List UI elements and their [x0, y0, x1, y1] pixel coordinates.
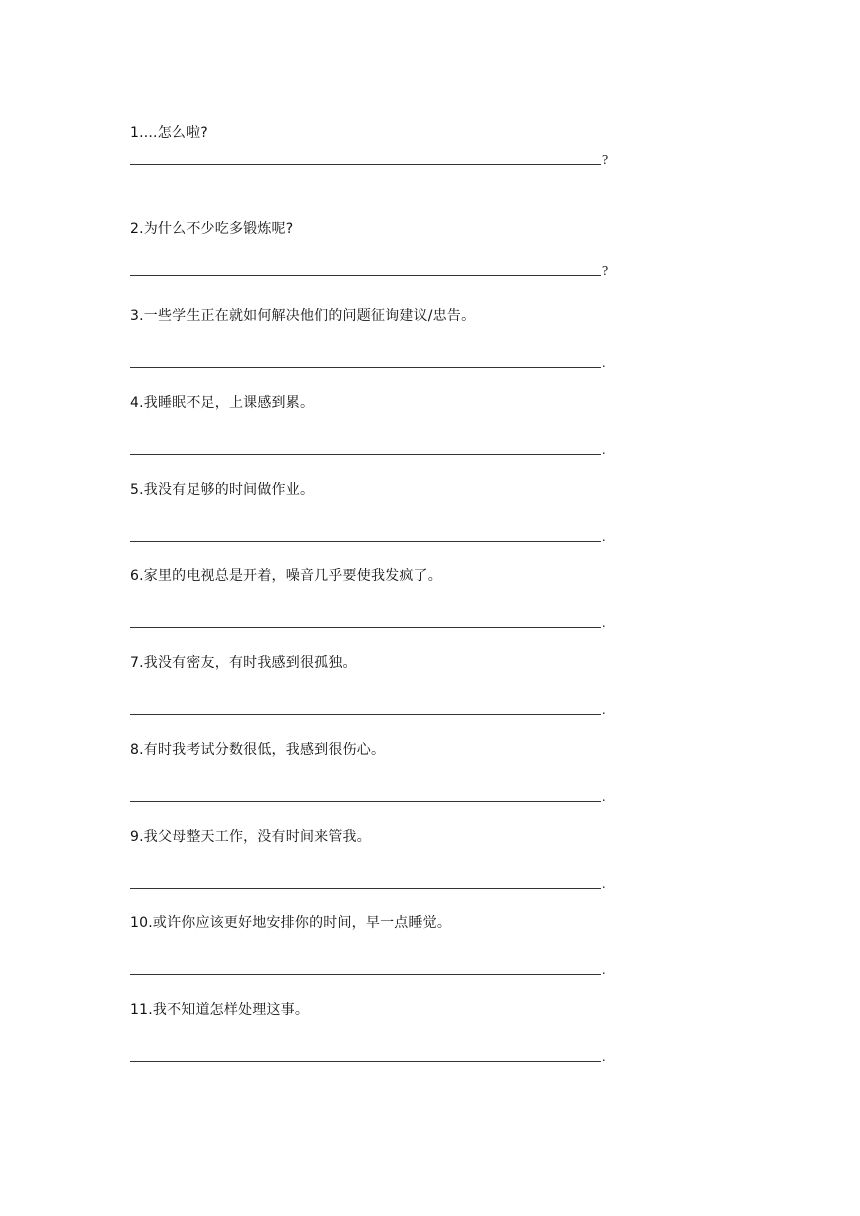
end-mark-1: ? — [602, 153, 609, 168]
question-item-11 — [130, 1001, 620, 1065]
end-mark-8: . — [602, 790, 606, 805]
question-prompt-7: 7.我没有密友，有时我感到很孤独。 — [130, 655, 357, 671]
question-item-7 — [130, 654, 620, 718]
question-item-9 — [130, 828, 620, 892]
answer-row-6[interactable] — [130, 615, 620, 631]
question-prompt-6: 6.家里的电视总是开着，噪音几乎要使我发疯了。 — [130, 568, 442, 584]
end-mark-5: . — [602, 530, 606, 545]
question-prompt-10: 10.或许你应该更好地安排你的时间，早一点睡觉。 — [130, 915, 452, 931]
question-prompt-4: 4.我睡眠不足，上课感到累。 — [130, 395, 315, 411]
end-mark-10: . — [602, 963, 606, 978]
answer-line-1[interactable] — [130, 164, 601, 165]
question-item-8 — [130, 741, 620, 805]
answer-line-4[interactable] — [130, 454, 601, 455]
answer-line-6[interactable] — [130, 627, 601, 628]
question-item-5 — [130, 481, 620, 545]
end-mark-7: . — [602, 703, 606, 718]
answer-line-11[interactable] — [130, 1061, 601, 1062]
answer-line-9[interactable] — [130, 888, 601, 889]
answer-row-2[interactable] — [130, 263, 620, 279]
answer-line-5[interactable] — [130, 541, 601, 542]
question-prompt-1: 1....怎么啦? — [130, 125, 208, 141]
end-mark-11: . — [602, 1050, 606, 1065]
answer-line-3[interactable] — [130, 367, 601, 368]
question-prompt-2: 2.为什么不少吃多锻炼呢? — [130, 221, 294, 237]
question-prompt-9: 9.我父母整天工作，没有时间来管我。 — [130, 829, 371, 845]
answer-line-7[interactable] — [130, 714, 601, 715]
end-mark-9: . — [602, 877, 606, 892]
question-prompt-8: 8.有时我考试分数很低，我感到很伤心。 — [130, 742, 386, 758]
end-mark-3: . — [602, 356, 606, 371]
answer-row-1[interactable] — [130, 152, 620, 168]
question-item-6 — [130, 567, 620, 631]
question-item-3 — [130, 307, 620, 371]
question-prompt-5: 5.我没有足够的时间做作业。 — [130, 482, 315, 498]
question-item-2 — [130, 220, 620, 279]
answer-line-10[interactable] — [130, 974, 601, 975]
question-item-1 — [130, 124, 620, 168]
end-mark-6: . — [602, 616, 606, 631]
end-mark-2: ? — [602, 264, 609, 279]
question-item-10 — [130, 914, 620, 978]
answer-row-8[interactable] — [130, 789, 620, 805]
answer-row-3[interactable] — [130, 355, 620, 371]
end-mark-4: . — [602, 443, 606, 458]
question-prompt-3: 3.一些学生正在就如何解决他们的问题征询建议/忠告。 — [130, 308, 476, 324]
answer-row-9[interactable] — [130, 876, 620, 892]
answer-row-11[interactable] — [130, 1049, 620, 1065]
answer-row-4[interactable] — [130, 442, 620, 458]
answer-row-10[interactable] — [130, 962, 620, 978]
question-item-4 — [130, 394, 620, 458]
answer-row-7[interactable] — [130, 702, 620, 718]
answer-line-8[interactable] — [130, 801, 601, 802]
answer-line-2[interactable] — [130, 275, 601, 276]
answer-row-5[interactable] — [130, 529, 620, 545]
question-prompt-11: 11.我不知道怎样处理这事。 — [130, 1002, 310, 1018]
